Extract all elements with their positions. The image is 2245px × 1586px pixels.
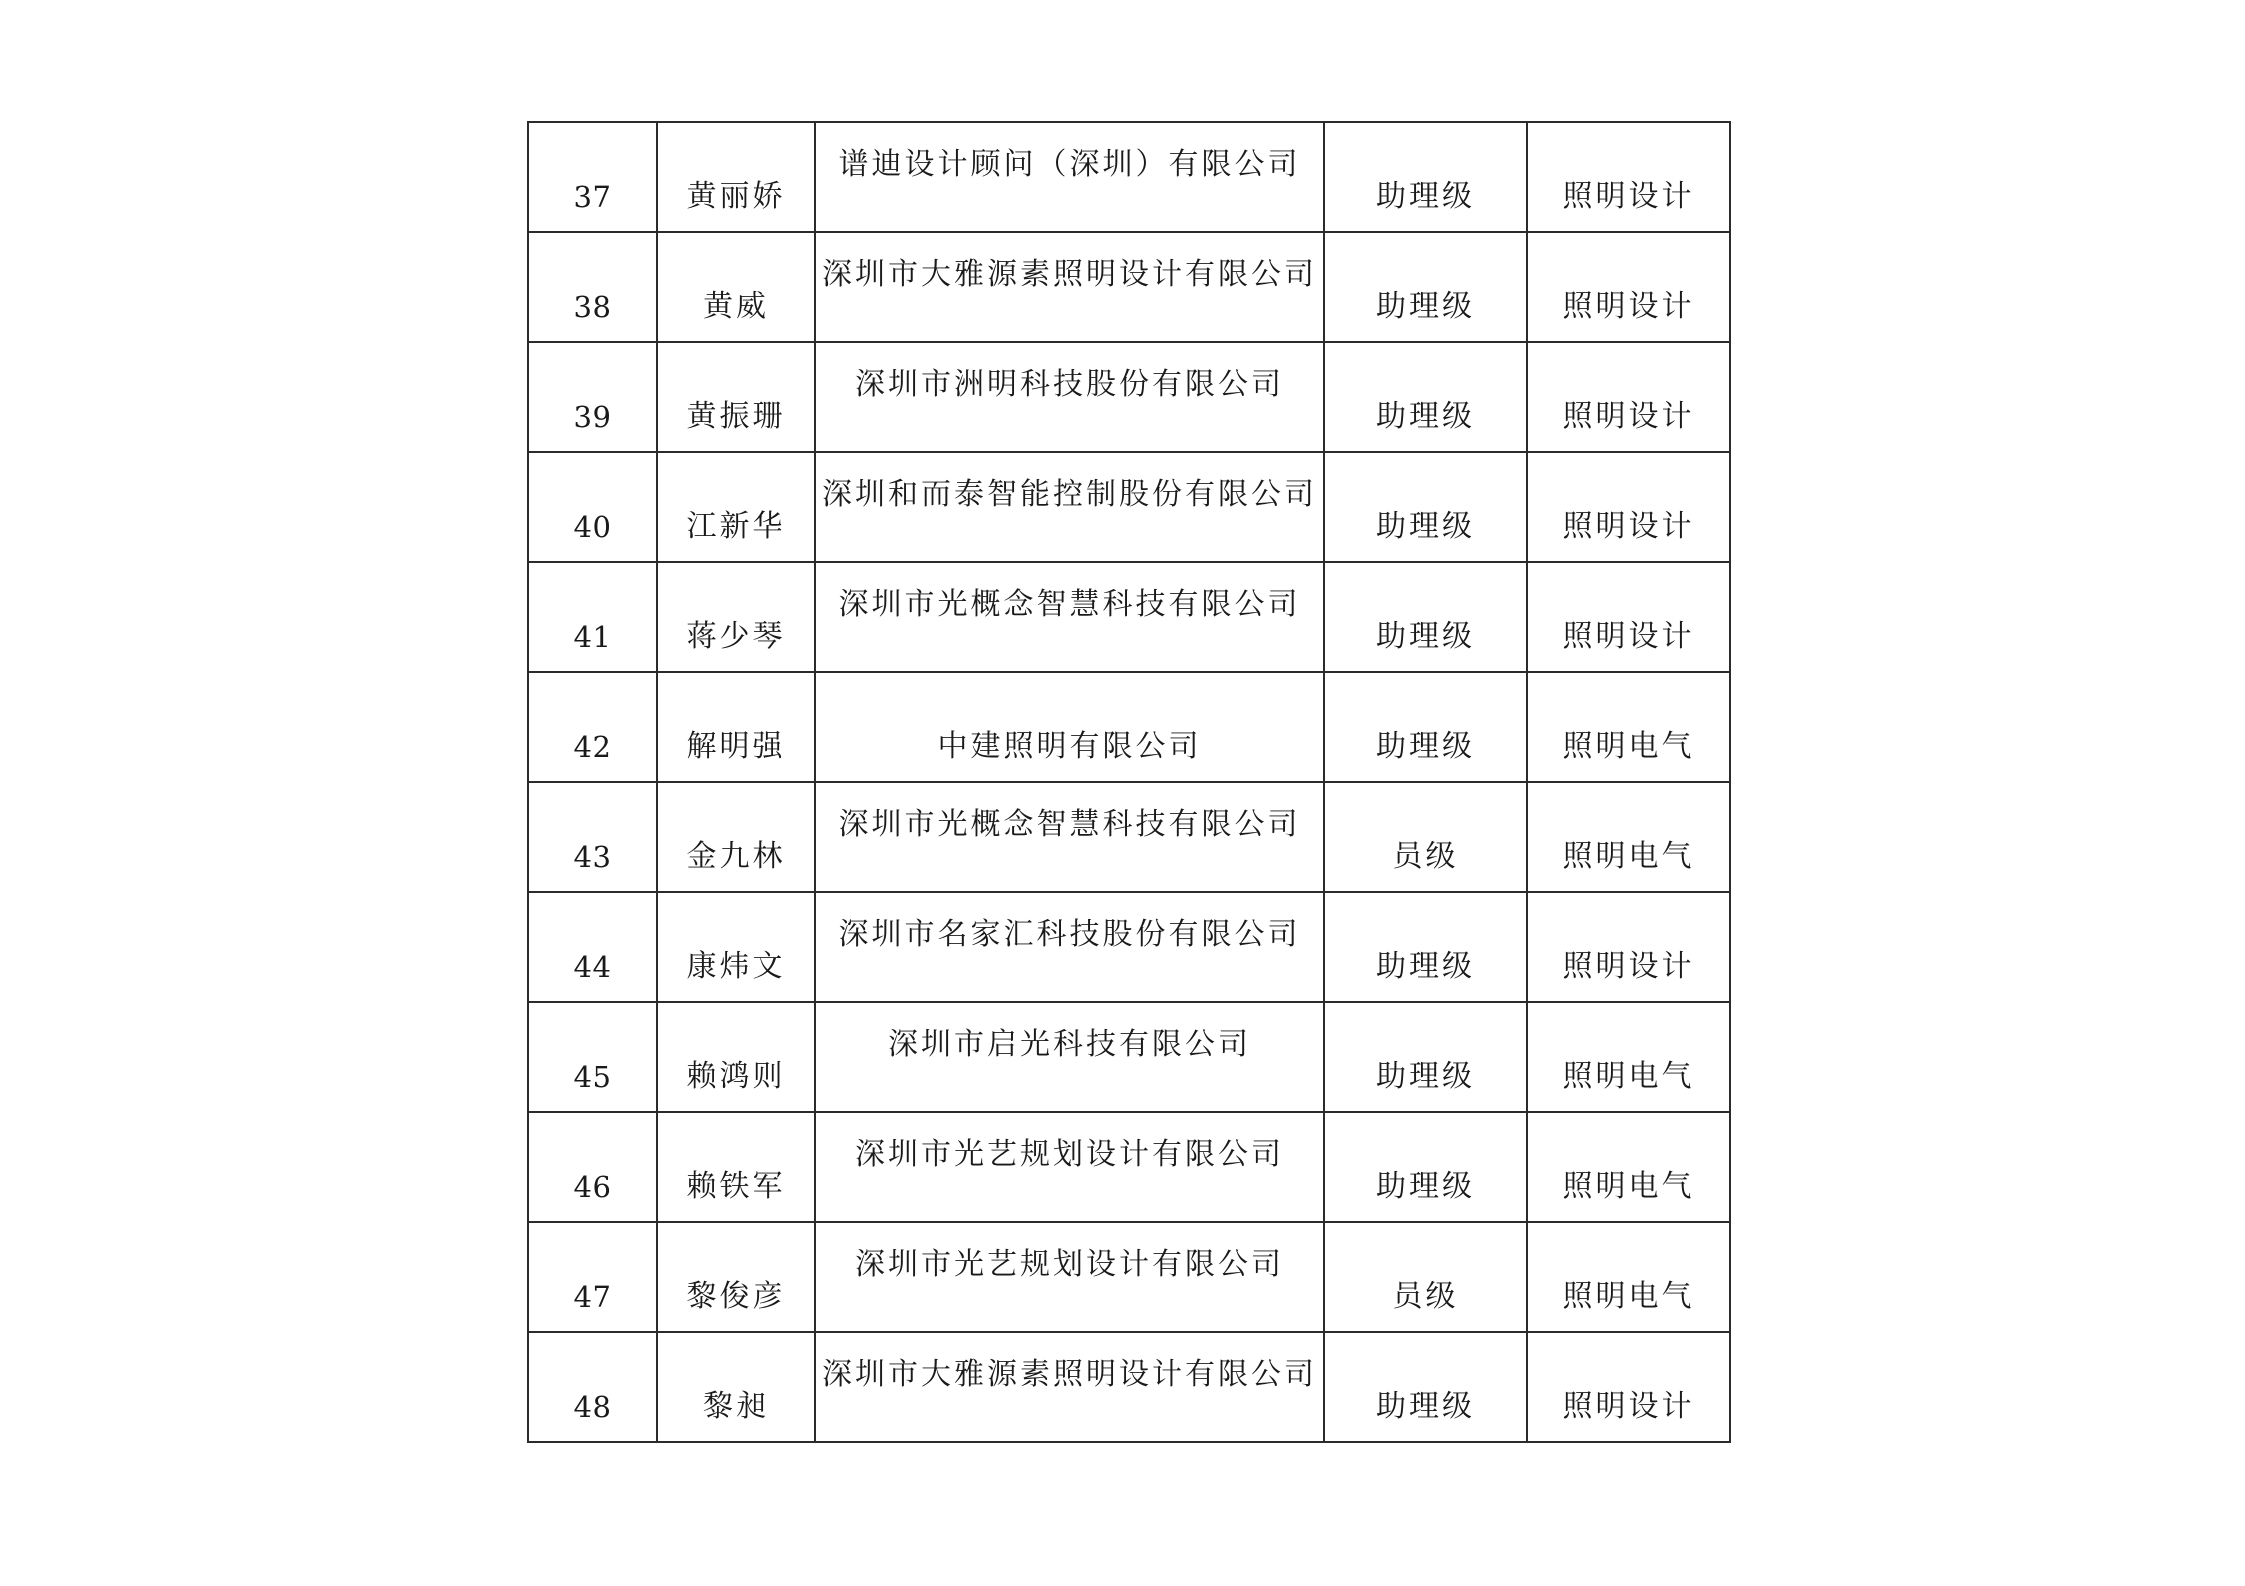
table-row	[528, 232, 1730, 342]
company-text: 深圳和而泰智能控制股份有限公司	[822, 477, 1317, 512]
company-text: 深圳市光艺规划设计有限公司	[855, 1247, 1284, 1282]
company-cell	[815, 1002, 1324, 1112]
name-text: 黄振珊	[686, 399, 786, 434]
name-cell	[657, 1332, 815, 1442]
specialty-cell	[1527, 452, 1730, 562]
specialty-cell	[1527, 562, 1730, 672]
row-number-text: 45	[573, 1060, 612, 1094]
row-number-cell	[528, 1002, 657, 1112]
specialty-text: 照明电气	[1562, 839, 1695, 874]
company-text: 深圳市光概念智慧科技有限公司	[838, 807, 1301, 842]
name-text: 蒋少琴	[686, 619, 786, 654]
level-cell	[1324, 892, 1527, 1002]
specialty-cell	[1527, 892, 1730, 1002]
table-row	[528, 1002, 1730, 1112]
name-cell	[657, 892, 815, 1002]
level-text: 助理级	[1376, 619, 1475, 654]
specialty-cell	[1527, 342, 1730, 452]
row-number-cell	[528, 1112, 657, 1222]
table-row	[528, 1112, 1730, 1222]
company-cell	[815, 232, 1324, 342]
row-number-cell	[528, 1332, 657, 1442]
row-number-cell	[528, 892, 657, 1002]
level-cell	[1324, 782, 1527, 892]
specialty-text: 照明电气	[1562, 1059, 1695, 1094]
level-text: 助理级	[1376, 949, 1475, 984]
company-cell	[815, 342, 1324, 452]
level-cell	[1324, 1222, 1527, 1332]
row-number-text: 39	[573, 400, 612, 434]
company-text: 深圳市光艺规划设计有限公司	[855, 1137, 1284, 1172]
row-number-text: 44	[573, 950, 612, 984]
specialty-text: 照明设计	[1562, 1389, 1695, 1424]
level-cell	[1324, 342, 1527, 452]
table-row	[528, 1332, 1730, 1442]
row-number-cell	[528, 232, 657, 342]
specialty-text: 照明设计	[1562, 179, 1695, 214]
name-text: 黎昶	[703, 1389, 769, 1424]
level-cell	[1324, 122, 1527, 232]
specialty-text: 照明设计	[1562, 509, 1695, 544]
level-text: 助理级	[1376, 729, 1475, 764]
level-text: 助理级	[1376, 399, 1475, 434]
company-text: 谱迪设计顾问（深圳）有限公司	[838, 147, 1301, 182]
company-text: 深圳市洲明科技股份有限公司	[855, 367, 1284, 402]
level-text: 员级	[1392, 1279, 1459, 1314]
name-cell	[657, 672, 815, 782]
name-cell	[657, 1222, 815, 1332]
row-number-text: 47	[573, 1280, 612, 1314]
company-cell	[815, 1332, 1324, 1442]
name-text: 康炜文	[686, 949, 786, 984]
company-cell	[815, 562, 1324, 672]
name-cell	[657, 452, 815, 562]
level-text: 助理级	[1376, 289, 1475, 324]
specialty-text: 照明设计	[1562, 399, 1695, 434]
name-cell	[657, 1002, 815, 1112]
row-number-text: 48	[573, 1390, 612, 1424]
company-text: 深圳市大雅源素照明设计有限公司	[822, 1357, 1317, 1392]
roster-table-body	[528, 122, 1730, 1442]
level-cell	[1324, 232, 1527, 342]
specialty-text: 照明设计	[1562, 619, 1695, 654]
table-row	[528, 342, 1730, 452]
company-cell	[815, 782, 1324, 892]
specialty-cell	[1527, 782, 1730, 892]
name-cell	[657, 782, 815, 892]
specialty-cell	[1527, 1112, 1730, 1222]
name-cell	[657, 342, 815, 452]
row-number-cell	[528, 672, 657, 782]
table-row	[528, 672, 1730, 782]
table-row	[528, 562, 1730, 672]
specialty-text: 照明电气	[1562, 729, 1695, 764]
table-row	[528, 1222, 1730, 1332]
name-text: 金九林	[686, 839, 786, 874]
level-cell	[1324, 452, 1527, 562]
company-text: 深圳市光概念智慧科技有限公司	[838, 587, 1301, 622]
row-number-cell	[528, 782, 657, 892]
level-text: 助理级	[1376, 1389, 1475, 1424]
level-text: 助理级	[1376, 509, 1475, 544]
company-text: 中建照明有限公司	[937, 729, 1202, 764]
row-number-cell	[528, 1222, 657, 1332]
specialty-text: 照明设计	[1562, 289, 1695, 324]
name-cell	[657, 1112, 815, 1222]
company-text: 深圳市启光科技有限公司	[888, 1027, 1251, 1062]
table-row	[528, 452, 1730, 562]
name-cell	[657, 122, 815, 232]
name-text: 江新华	[686, 509, 786, 544]
level-cell	[1324, 672, 1527, 782]
row-number-text: 37	[573, 180, 612, 214]
name-text: 赖铁军	[686, 1169, 786, 1204]
name-cell	[657, 232, 815, 342]
name-text: 黄威	[703, 289, 769, 324]
specialty-cell	[1527, 1002, 1730, 1112]
row-number-text: 42	[573, 730, 612, 764]
row-number-cell	[528, 562, 657, 672]
level-cell	[1324, 1112, 1527, 1222]
row-number-text: 43	[573, 840, 612, 874]
level-cell	[1324, 562, 1527, 672]
level-text: 助理级	[1376, 179, 1475, 214]
row-number-cell	[528, 452, 657, 562]
level-cell	[1324, 1002, 1527, 1112]
company-cell	[815, 452, 1324, 562]
specialty-text: 照明电气	[1562, 1279, 1695, 1314]
name-cell	[657, 562, 815, 672]
name-text: 赖鸿则	[686, 1059, 786, 1094]
company-text: 深圳市大雅源素照明设计有限公司	[822, 257, 1317, 292]
company-cell	[815, 892, 1324, 1002]
company-text: 深圳市名家汇科技股份有限公司	[838, 917, 1301, 952]
row-number-cell	[528, 122, 657, 232]
table-row	[528, 892, 1730, 1002]
table-row	[528, 122, 1730, 232]
table-row	[528, 782, 1730, 892]
specialty-cell	[1527, 1222, 1730, 1332]
row-number-cell	[528, 342, 657, 452]
name-text: 解明强	[686, 729, 786, 764]
row-number-text: 38	[573, 290, 612, 324]
company-cell	[815, 672, 1324, 782]
row-number-text: 41	[573, 620, 612, 654]
roster-table	[527, 121, 1731, 1443]
company-cell	[815, 1222, 1324, 1332]
specialty-cell	[1527, 122, 1730, 232]
name-text: 黄丽娇	[686, 179, 786, 214]
name-text: 黎俊彦	[686, 1279, 786, 1314]
level-text: 员级	[1392, 839, 1459, 874]
specialty-text: 照明设计	[1562, 949, 1695, 984]
level-text: 助理级	[1376, 1059, 1475, 1094]
specialty-cell	[1527, 672, 1730, 782]
company-cell	[815, 1112, 1324, 1222]
row-number-text: 46	[573, 1170, 612, 1204]
specialty-text: 照明电气	[1562, 1169, 1695, 1204]
row-number-text: 40	[573, 510, 612, 544]
specialty-cell	[1527, 1332, 1730, 1442]
company-cell	[815, 122, 1324, 232]
level-text: 助理级	[1376, 1169, 1475, 1204]
specialty-cell	[1527, 232, 1730, 342]
level-cell	[1324, 1332, 1527, 1442]
